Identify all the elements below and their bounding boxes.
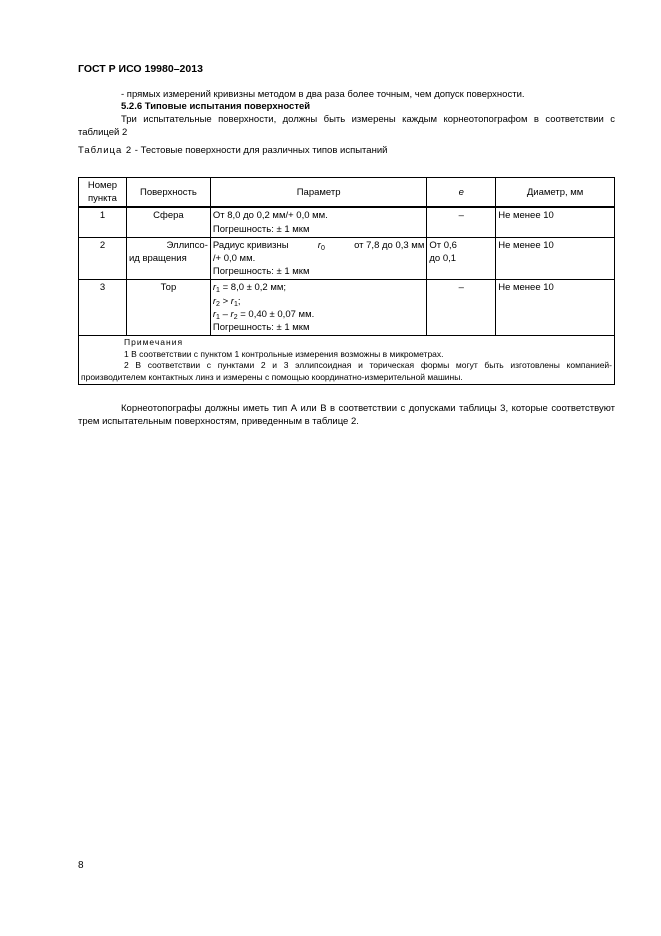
row-e: – [427,207,496,237]
test-surfaces-table [78,177,615,385]
page-header: ГОСТ Р ИСО 19980–2013 [78,63,203,75]
row-surface: Тор [126,280,210,336]
paragraph: Три испытательные поверхности, должны быть измерены каждым корнеотопографом в соответствии с таблицей 2 [78,114,615,138]
note-1: 1 В соответствии с пунктом 1 контрольные измерения возможны в микрометрах. [124,348,444,359]
row-number: 2 [79,237,127,280]
row-e: – [427,280,496,336]
row-parameter: $r_1 = 8,0 \pm 0,2$ мм; $r_2 > r_1$; $r_1 - r_2 = 0,40 \pm 0,07$ мм. Погрешность: ± 1 мкм [210,280,427,336]
row-diameter: Не менее 10 [496,237,615,280]
header-number: Номер пункта [79,178,127,208]
table-caption [78,145,615,158]
note-2: 2 В соответствии с пунктами 2 и 3 эллипсоидная и торическая формы могут быть изготовлены компанией-производителем контактных линз и измерены с помощью координатно-измерительной машины. [81,360,612,382]
notes-title: Примечания [124,337,184,348]
table-header-row [79,178,615,208]
table-row [79,237,615,280]
header-surface: Поверхность [126,178,210,208]
row-surface: Эллипсо- ид вращения [126,237,210,280]
table-row [79,280,615,336]
row-parameter: От 8,0 до 0,2 мм/+ 0,0 мм. Погрешность: ± 1 мкм [210,207,427,237]
table-notes [79,336,615,385]
row-diameter: Не менее 10 [496,207,615,237]
row-parameter: Радиус кривизны $r_0$ от 7,8 до 0,3 мм /+ 0,0 мм. Погрешность: ± 1 мкм [210,237,427,280]
table-notes-row [79,336,615,385]
row-surface: Сфера [126,207,210,237]
section-title: 5.2.6 Типовые испытания поверхностей [121,101,311,112]
header-diameter: Диаметр, мм [496,178,615,208]
row-number: 1 [79,207,127,237]
page-number: 8 [78,860,84,871]
header-e: e [427,178,496,208]
text-line: - прямых измерений кривизны методом в два раза более точным, чем допуск поверхности. [121,89,525,100]
row-diameter: Не менее 10 [496,280,615,336]
row-number: 3 [79,280,127,336]
table-row [79,207,615,237]
table-caption-text: - Тестовые поверхности для различных типов испытаний [132,145,388,156]
row-e: От 0,6 до 0,1 [427,237,496,280]
paragraph: Корнеотопографы должны иметь тип А или В в соответствии с допусками таблицы 3, которые соответствуют трем испытательным поверхностям, приведенным в таблице 2. [78,403,615,427]
table-caption-label: Таблица 2 [78,145,133,156]
header-parameter: Параметр [210,178,427,208]
